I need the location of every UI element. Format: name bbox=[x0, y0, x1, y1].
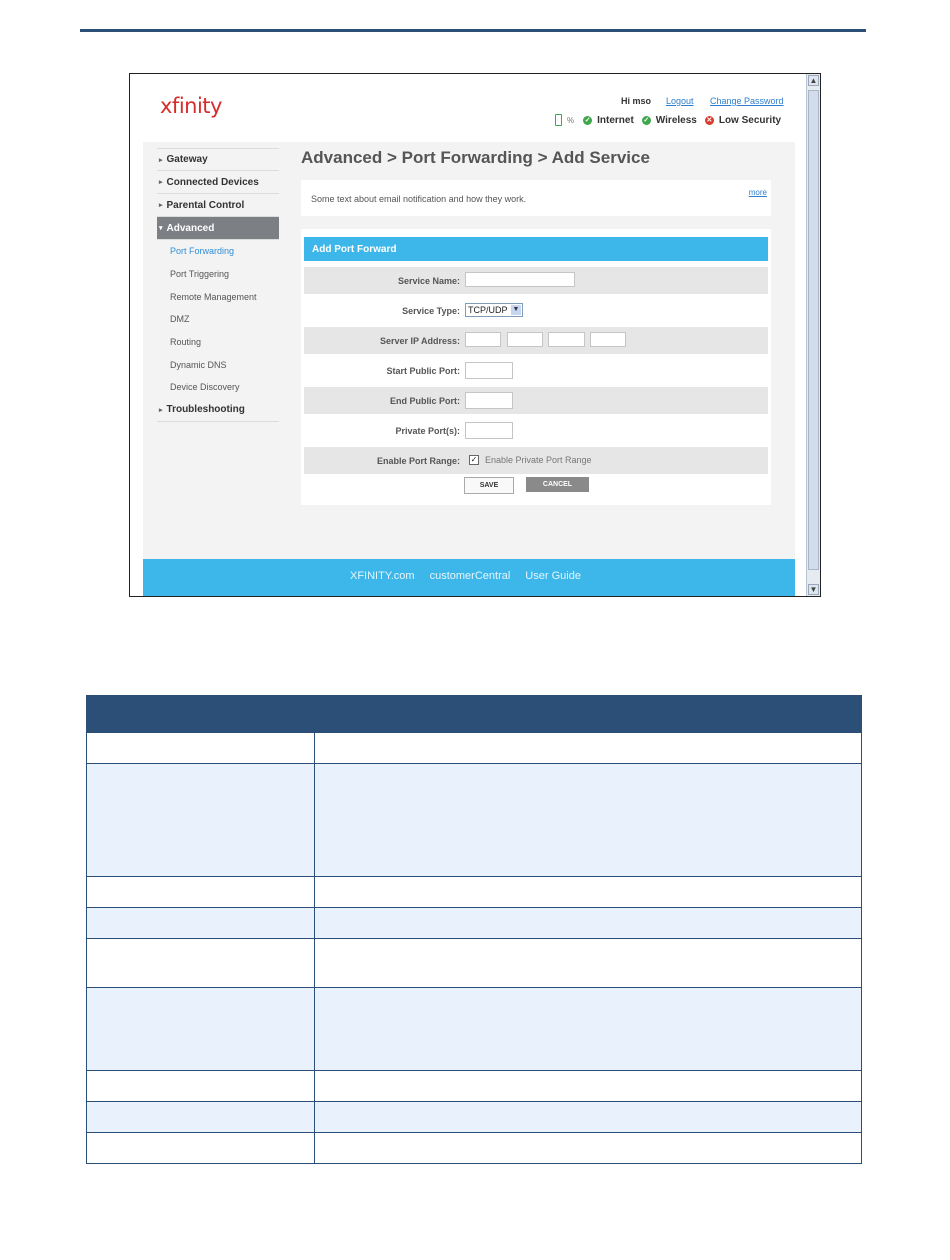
check-icon: ✓ bbox=[584, 116, 591, 124]
table-row bbox=[87, 1071, 862, 1102]
vertical-scrollbar[interactable] bbox=[806, 74, 820, 596]
battery-icon bbox=[555, 114, 562, 126]
wireless-status: Wireless bbox=[655, 114, 697, 126]
chevron-right-icon: ▸ bbox=[159, 406, 163, 414]
enable-range-checkbox-label: Enable Private Port Range bbox=[485, 455, 592, 465]
battery-percent: % bbox=[567, 115, 575, 125]
sidebar-subitem-dynamic-dns[interactable]: Dynamic DNS bbox=[170, 359, 227, 370]
ip-octet-2-input[interactable] bbox=[507, 332, 543, 347]
sidebar-item-label: Gateway bbox=[166, 154, 208, 165]
chevron-down-icon: ▼ bbox=[512, 306, 520, 313]
page-title: Advanced > Port Forwarding > Add Service bbox=[301, 148, 650, 167]
table-row bbox=[87, 1133, 862, 1164]
sidebar-subitem-device-discovery[interactable]: Device Discovery bbox=[170, 382, 240, 393]
app-footer bbox=[143, 559, 795, 596]
enable-range-label: Enable Port Range: bbox=[376, 456, 460, 466]
service-type-select[interactable] bbox=[465, 303, 523, 317]
start-port-row bbox=[304, 357, 768, 384]
service-type-value: TCP/UDP bbox=[468, 305, 508, 315]
sidebar-nav bbox=[157, 148, 279, 422]
table-header-row bbox=[87, 696, 862, 733]
end-public-port-input[interactable] bbox=[465, 392, 513, 409]
sidebar-subitem-dmz[interactable]: DMZ bbox=[170, 314, 190, 325]
enable-range-row bbox=[304, 447, 768, 474]
gateway-screenshot bbox=[129, 73, 821, 597]
sidebar-item-parental-control[interactable] bbox=[157, 194, 279, 217]
table-header-cell bbox=[315, 696, 862, 733]
chevron-right-icon: ▸ bbox=[159, 179, 163, 186]
internet-status: Internet bbox=[597, 114, 634, 126]
ip-octet-4-input[interactable] bbox=[590, 332, 626, 347]
cancel-button[interactable]: CANCEL bbox=[526, 477, 589, 492]
service-name-label: Service Name: bbox=[397, 276, 460, 286]
service-type-row bbox=[304, 297, 768, 324]
scroll-down-icon[interactable]: ▼ bbox=[809, 585, 818, 594]
sidebar-item-troubleshooting[interactable] bbox=[157, 399, 279, 422]
end-port-row bbox=[304, 387, 768, 414]
sidebar-item-label: Advanced bbox=[166, 222, 215, 234]
sidebar-item-connected-devices[interactable] bbox=[157, 171, 279, 194]
enable-range-checkbox[interactable]: ✓ bbox=[470, 455, 478, 464]
sidebar-item-gateway[interactable] bbox=[157, 148, 279, 171]
chevron-right-icon: ▸ bbox=[159, 156, 163, 164]
table-header-cell bbox=[87, 696, 315, 733]
table-row bbox=[87, 908, 862, 939]
user-greeting: Hi mso bbox=[621, 96, 652, 106]
sidebar-subitem-routing[interactable]: Routing bbox=[170, 337, 202, 348]
more-link[interactable]: more bbox=[748, 188, 767, 197]
sidebar-subitem-port-forwarding[interactable]: Port Forwarding bbox=[170, 246, 235, 257]
gateway-app bbox=[143, 74, 795, 596]
table-row bbox=[87, 939, 862, 988]
change-password-link[interactable]: Change Password bbox=[710, 96, 784, 106]
sidebar-subitem-port-triggering[interactable]: Port Triggering bbox=[170, 269, 230, 280]
scroll-up-icon[interactable]: ▲ bbox=[809, 76, 818, 85]
security-status: Low Security bbox=[718, 114, 782, 126]
status-bar bbox=[555, 112, 781, 128]
private-port-row bbox=[304, 417, 768, 444]
chevron-down-icon: ▾ bbox=[159, 225, 163, 232]
start-port-label: Start Public Port: bbox=[386, 366, 460, 376]
info-text: Some text about email notification and how they work. bbox=[311, 194, 527, 204]
chevron-right-icon: ▸ bbox=[159, 202, 163, 209]
private-port-input[interactable] bbox=[465, 422, 513, 439]
service-type-label: Service Type: bbox=[402, 306, 460, 316]
scrollbar-thumb[interactable] bbox=[808, 90, 819, 570]
warning-icon: ✕ bbox=[706, 116, 713, 124]
logout-link[interactable]: Logout bbox=[666, 96, 694, 106]
sidebar-item-advanced[interactable] bbox=[157, 217, 279, 240]
table-row bbox=[87, 988, 862, 1071]
table-row bbox=[87, 764, 862, 877]
check-icon: ✓ bbox=[643, 116, 650, 124]
sidebar-subitem-remote-management[interactable]: Remote Management bbox=[170, 291, 257, 302]
footer-link-customer-central[interactable]: customerCentral bbox=[429, 570, 511, 582]
sidebar-item-label: Connected Devices bbox=[166, 176, 259, 188]
footer-link-user-guide[interactable]: User Guide bbox=[525, 570, 581, 582]
ip-octet-3-input[interactable] bbox=[548, 332, 585, 347]
field-description-table bbox=[86, 695, 862, 1164]
ip-octet-1-input[interactable] bbox=[465, 332, 501, 347]
service-name-input[interactable] bbox=[465, 272, 575, 287]
add-port-forward-form bbox=[301, 229, 771, 505]
table-row bbox=[87, 1102, 862, 1133]
footer-links bbox=[350, 570, 581, 582]
xfinity-logo: xfinity bbox=[160, 94, 222, 118]
info-box bbox=[301, 180, 771, 216]
end-port-label: End Public Port: bbox=[389, 396, 460, 406]
save-button[interactable]: SAVE bbox=[464, 477, 514, 494]
sidebar-item-label: Parental Control bbox=[166, 199, 245, 211]
form-header: Add Port Forward bbox=[304, 237, 768, 261]
service-name-row bbox=[304, 267, 768, 294]
start-public-port-input[interactable] bbox=[465, 362, 513, 379]
footer-link-xfinity[interactable]: XFINITY.com bbox=[350, 570, 415, 582]
table-row bbox=[87, 733, 862, 764]
sidebar-item-label: Troubleshooting bbox=[166, 404, 245, 416]
server-ip-row bbox=[304, 327, 768, 354]
private-port-label: Private Port(s): bbox=[395, 426, 460, 436]
table-row bbox=[87, 877, 862, 908]
document-top-rule bbox=[80, 29, 866, 32]
app-header bbox=[143, 74, 795, 142]
server-ip-label: Server IP Address: bbox=[379, 336, 460, 346]
